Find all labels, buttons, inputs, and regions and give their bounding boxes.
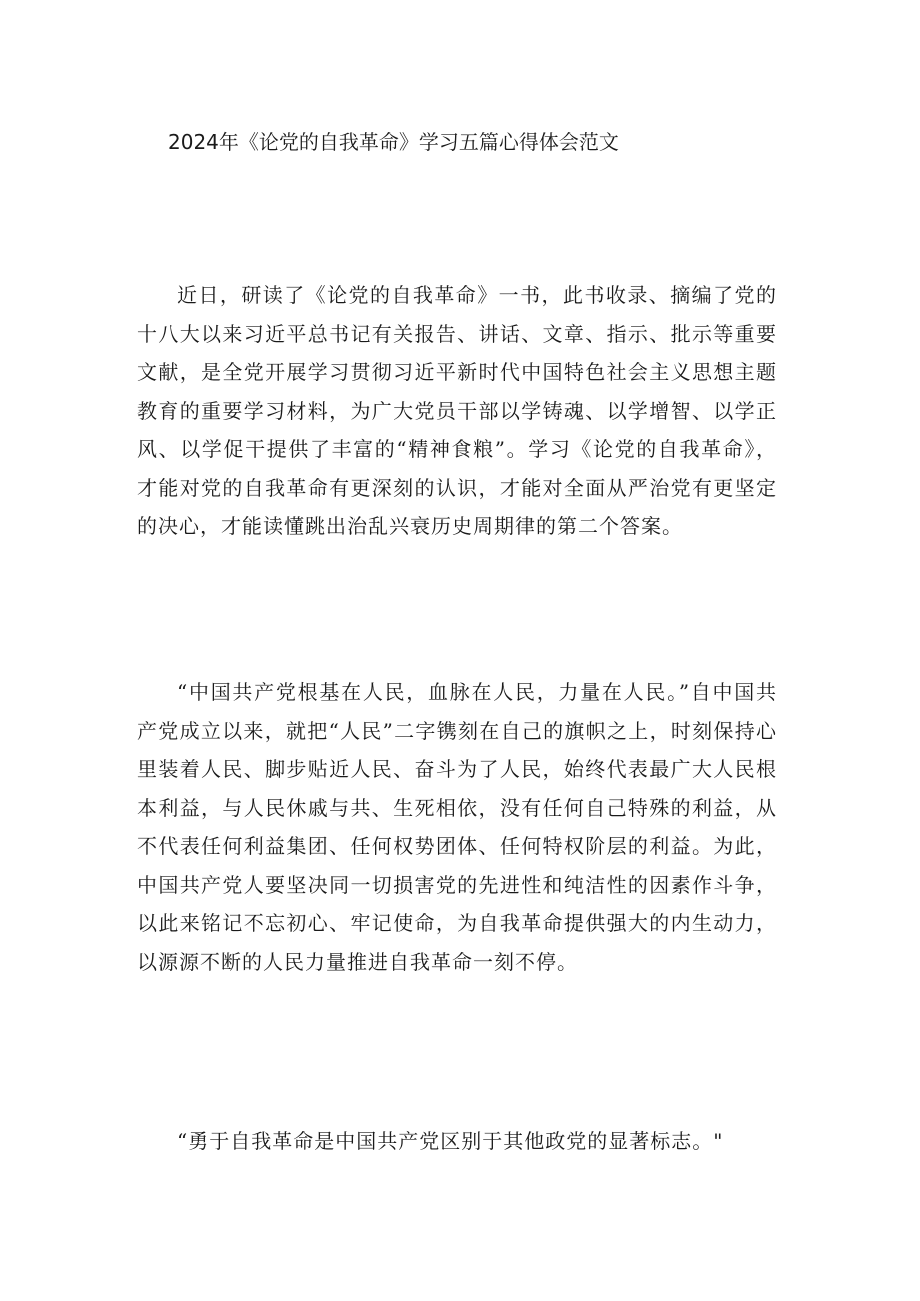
document-title: 2024年《论党的自我革命》学习五篇心得体会范文: [168, 130, 619, 154]
paragraph-1: 近日，研读了《论党的自我革命》一书，此书收录、摘编了党的十八大以来习近平总书记有关报告、讲话、文章、指示、批示等重要文献，是全党开展学习贯彻习近平新时代中国特色社会主义思想主题教育的重要学习材料，为广大党员干部以学铸魂、以学增智、以学正风、以学促干提供了丰富的“精神食粮”。学习《论党的自我革命》，才能对党的自我革命有更深刻的认识，才能对全面从严治党有更坚定的决心，才能读懂跳出治乱兴衰历史周期律的第二个答案。: [137, 283, 777, 538]
paragraph-3: “勇于自我革命是中国共产党区别于其他政党的显著标志。": [177, 1129, 724, 1153]
paragraph-2: “中国共产党根基在人民，血脉在人民，力量在人民。”自中国共产党成立以来，就把“人民”二字镌刻在自己的旗帜之上，时刻保持心里装着人民、脚步贴近人民、奋斗为了人民，始终代表最广大人民根本利益，与人民休戚与共、生死相依，没有任何自己特殊的利益，从不代表任何利益集团、任何权势团体、任何特权阶层的利益。为此，中国共产党人要坚决同一切损害党的先进性和纯洁性的因素作斗争，以此来铭记不忘初心、牢记使命，为自我革命提供强大的内生动力，以源源不断的人民力量推进自我革命一刻不停。: [137, 680, 777, 974]
